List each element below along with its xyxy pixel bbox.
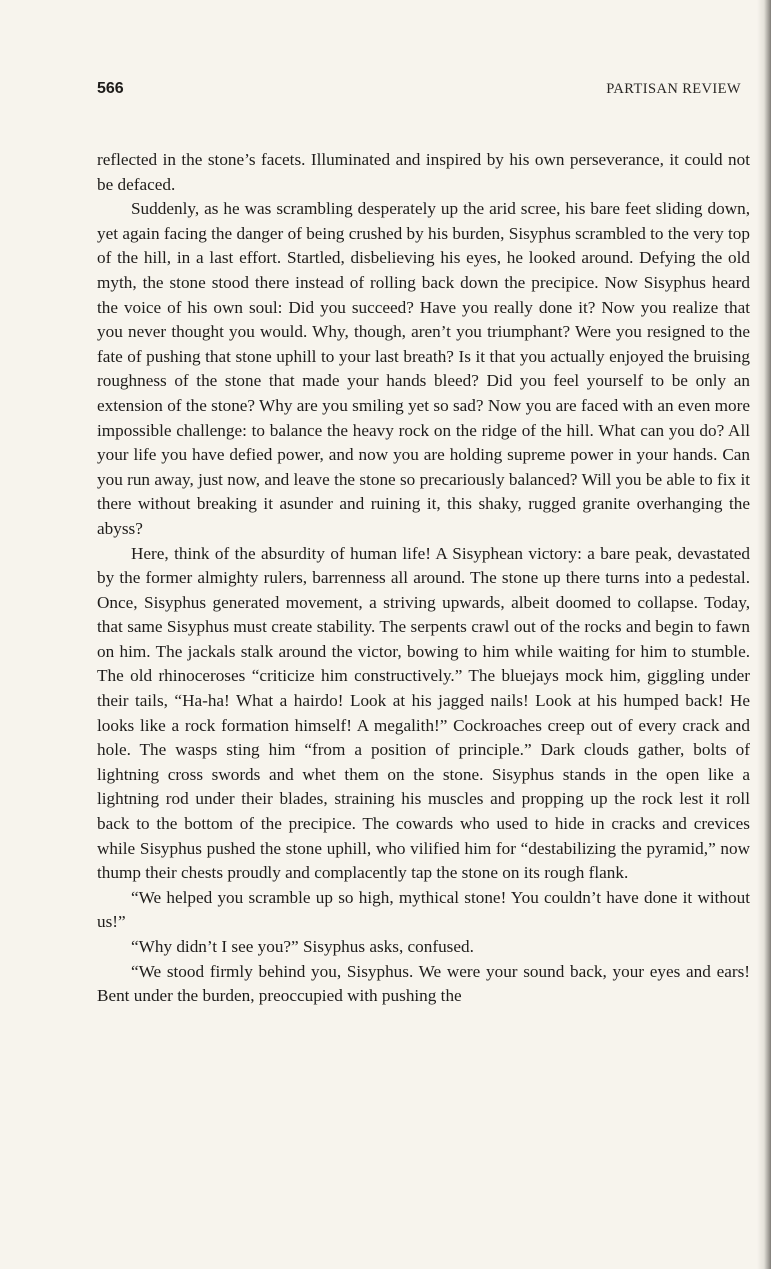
paragraph: Here, think of the absurdity of human life! A Sisyphean victory: a bare peak, devastated by the former almighty rulers, barrenness all around. The stone up there turns into a pedestal. Once, Sisyphus generated movement, a striving upwards, albeit doomed to collapse. Today, that same Sisyphus must create stability. The serpents crawl out of the rocks and begin to fawn on him. The jackals stalk around the victor, bowing to him while waiting for him to stumble. The old rhinoceroses “criticize him constructively.” The bluejays mock him, giggling under their tails, “Ha-ha! What a hairdo! Look at his jagged nails! Look at his humped back! He looks like a rock formation himself! A megalith!” Cockroaches creep out of every crack and hole. The wasps sting him “from a position of principle.” Dark clouds gather, bolts of lightning cross swords and whet them on the stone. Sisyphus stands in the open like a lightning rod under their blades, straining his muscles and propping up the rock lest it roll back to the bottom of the precipice. The cowards who used to hide in cracks and crevices while Sisyphus pushed the stone uphill, who vilified him for “destabilizing the pyramid,” now thump their chests proudly and complacently tap the stone on its rough flank. [97, 543, 750, 883]
page-edge-shadow [757, 0, 771, 1269]
body-text [97, 148, 750, 1009]
paragraph: Suddenly, as he was scrambling desperately up the arid scree, his bare feet sliding down, yet again facing the danger of being crushed by his burden, Sisyphus scrambled to the very top of the hill, in a last effort. Startled, disbelieving his eyes, he looked around. Defying the old myth, the stone stood there instead of rolling back down the precipice. Now Sisyphus heard the voice of his own soul: Did you succeed? Have you really done it? Now you realize that you never thought you would. Why, though, aren’t you triumphant? Were you resigned to the fate of pushing that stone uphill to your last breath? Is it that you actually enjoyed the bruising roughness of the stone that made your hands bleed? Did you feel yourself to be only an extension of the stone? Why are you smiling yet so sad? Now you are faced with an even more impossible challenge: to balance the heavy rock on the ridge of the hill. What can you do? All your life you have defied power, and now you are holding supreme power in your hands. Can you run away, just now, and leave the stone so precariously balanced? Will you be able to fix it there without breaking it asunder and ruining it, this shaky, rugged granite overhanging the abyss? [97, 199, 750, 538]
paragraph: “We stood firmly behind you, Sisyphus. We were your sound back, your eyes and ears! Bent under the burden, preoccupied with pushing the [97, 961, 750, 1006]
page-header [97, 80, 741, 102]
page-number: 566 [97, 80, 124, 97]
paragraph: reflected in the stone’s facets. Illuminated and inspired by his own perseverance, it could not be defaced. [97, 150, 750, 194]
paragraph: “We helped you scramble up so high, mythical stone! You couldn’t have done it without us!” [97, 887, 750, 932]
running-head: PARTISAN REVIEW [606, 81, 741, 97]
paragraph: “Why didn’t I see you?” Sisyphus asks, confused. [131, 937, 474, 956]
